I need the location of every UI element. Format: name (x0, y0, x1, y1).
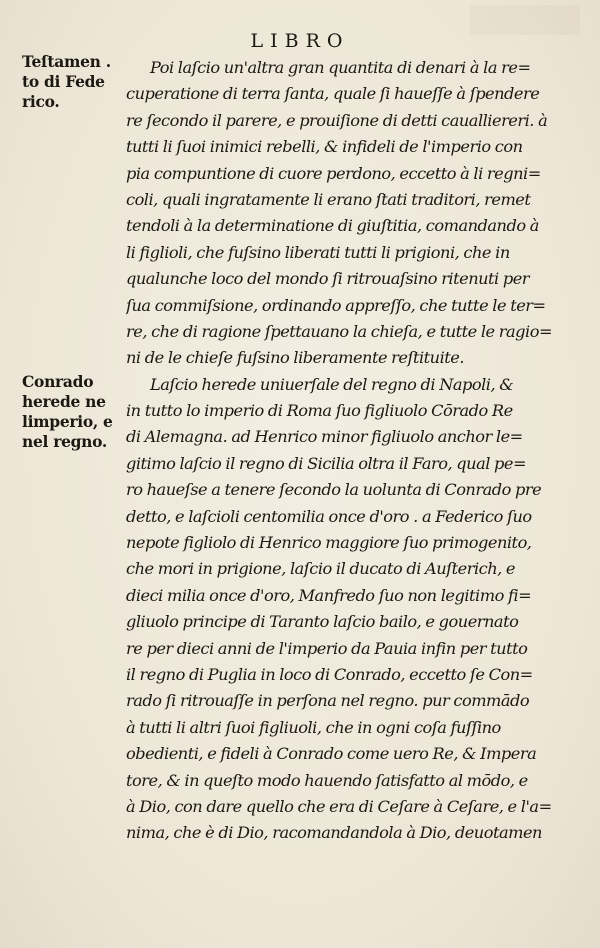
text-line: pia compuntione di cuore perdono, eccetto à li regni= (126, 163, 541, 183)
text-line: nima, che è di Dio, racomandandola à Dio, deuotamen (126, 823, 542, 843)
margin-note-line: Teſtamen . (22, 52, 111, 71)
margin-note-line: limperio, e (22, 412, 113, 431)
text-line: ſua commiſsione, ordinando appreſſo, che tutte le ter= (126, 295, 546, 315)
text-line: nepote figliolo di Henrico maggiore ſuo primogenito, (126, 533, 532, 553)
margin-note-conrado (22, 372, 130, 452)
text-line: cuperatione di terra ſanta, quale ſi haueſſe à ſpendere (126, 84, 540, 104)
text-line: tutti li ſuoi inimici rebelli, & infideli de l'imperio con (126, 137, 523, 157)
text-line: di Alemagna. ad Henrico minor figliuolo anchor le= (126, 427, 523, 447)
margin-note-testamento (22, 52, 130, 112)
text-line: gitimo laſcio il regno di Sicilia oltra il Faro, qual pe= (126, 453, 527, 473)
text-line: à Dio, con dare quello che era di Ceſare à Ceſare, e l'a= (126, 796, 552, 816)
margin-note-line: herede ne (22, 392, 106, 411)
text-line: Poi laſcio un'altra gran quantita di denari à la re= (150, 58, 531, 77)
paragraph-1 (126, 55, 568, 372)
text-line: obedienti, e fideli à Conrado come uero Re, & Impera (126, 744, 537, 764)
text-line: coli, quali ingratamente li erano ſtati traditori, remet (126, 189, 531, 209)
text-line: ro haueſse a tenere ſecondo la uolunta di Conrado pre (126, 480, 542, 500)
text-line: che mori in prigione, laſcio il ducato di Auſterich, e (126, 559, 515, 579)
text-line: dieci milia once d'oro, Manfredo ſuo non legitimo fi= (126, 585, 532, 605)
text-line: re ſecondo il parere, e prouiſione di detti caualliereri. à (126, 110, 548, 130)
text-line: qualunche loco del mondo ſi ritrouaſsino ritenuti per (126, 269, 530, 289)
text-line: il regno di Puglia in loco di Conrado, eccetto ſe Con= (126, 664, 533, 684)
text-line: li figlioli, che fuſsino liberati tutti li prigioni, che in (126, 242, 510, 262)
text-line: tendoli à la determinatione di giuſtitia, comandando à (126, 216, 539, 236)
text-line: re, che di ragione ſpettauano la chieſa, e tutte le ragio= (126, 321, 553, 341)
text-line: ni de le chieſe fuſsino liberamente reſtituite. (126, 348, 465, 368)
margin-note-line: rico. (22, 92, 60, 111)
body-text (126, 55, 568, 847)
running-head: LIBRO (250, 30, 350, 52)
margin-note-line: nel regno. (22, 432, 108, 451)
paragraph-2 (126, 372, 568, 847)
margin-note-line: Conrado (22, 372, 94, 391)
text-line: à tutti li altri ſuoi figliuoli, che in ogni coſa fuſſino (126, 717, 501, 737)
text-line: detto, e laſcioli centomilia once d'oro . a Federico ſuo (126, 506, 532, 526)
text-line: gliuolo principe di Taranto laſcio bailo, e gouernato (126, 612, 519, 632)
text-line: re per dieci anni de l'imperio da Pauia infin per tutto (126, 638, 528, 658)
text-line: Laſcio herede uniuerſale del regno di Napoli, & (150, 374, 514, 394)
text-line: in tutto lo imperio di Roma ſuo figliuolo Cōrado Re (126, 401, 513, 421)
margin-note-line: to di Fede (22, 72, 105, 91)
text-line: tore, & in queſto modo hauendo ſatisfatto al mōdo, e (126, 770, 528, 790)
text-line: rado ſi ritrouaſſe in perſona nel regno. pur commādo (126, 691, 530, 711)
